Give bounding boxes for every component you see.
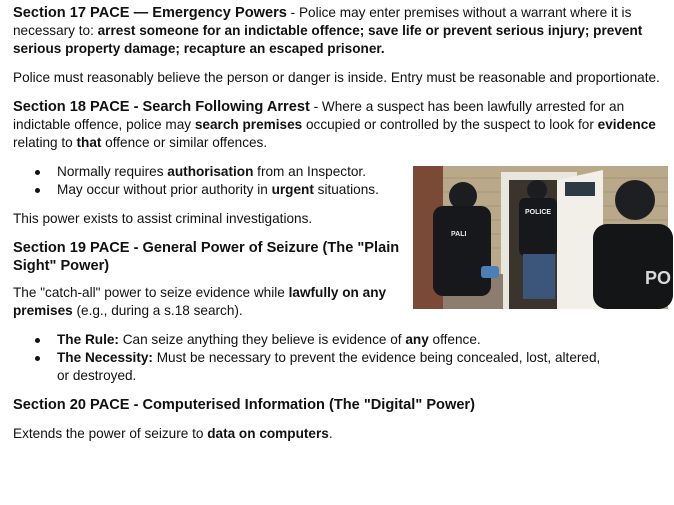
s17-text: - Police may enter premises without a warrant where it is necessary to: (13, 5, 636, 38)
list-item: The Necessity: Must be necessary to prevent the evidence being concealed, lost, altered, or destroyed. (13, 349, 613, 385)
s19-bullet-list (13, 331, 613, 385)
s20-heading: Section 20 PACE - Computerised Information (The "Digital" Power) (13, 397, 475, 413)
s17-heading: Section 17 PACE — Emergency Powers (13, 5, 287, 21)
list-item: The Rule: Can seize anything they believe is evidence of any offence. (13, 331, 613, 349)
s17-note: Police must reasonably believe the person or danger is inside. Entry must be reasonable and proportionate. (13, 70, 660, 85)
s19-paragraph: The "catch-all" power to seize evidence while lawfully on any premises (e.g., during a s.18 search). (13, 285, 387, 318)
s18-note: This power exists to assist criminal investigations. (13, 211, 313, 226)
s17-bold-list: arrest someone for an indictable offence; save life or prevent serious injury; prevent serious property damage; recapture an escaped prisoner. (13, 23, 643, 56)
s18-paragraph: Section 18 PACE - Search Following Arrest - Where a suspect has been lawfully arrested for an indictable offence, police may search premises occupied or controlled by the suspect to look for evidence relating to that offence or similar offences. (13, 99, 660, 150)
s17-paragraph (13, 4, 665, 58)
vest-label-center: POLICE (525, 209, 552, 216)
list-item: Normally requires authorisation from an Inspector. (13, 163, 665, 181)
s20-paragraph: Extends the power of seizure to data on computers. (13, 426, 333, 441)
s19-heading: Section 19 PACE - General Power of Seizure (The "Plain Sight" Power) (13, 240, 400, 274)
police-entry-photo (413, 166, 672, 309)
s18-heading: Section 18 PACE - Search Following Arrest (13, 99, 310, 115)
police-entry-illustration (413, 166, 672, 309)
vest-label-right: PO (645, 268, 672, 288)
vest-label-left: PALI (451, 231, 467, 238)
list-item: May occur without prior authority in urgent situations. (13, 181, 665, 199)
